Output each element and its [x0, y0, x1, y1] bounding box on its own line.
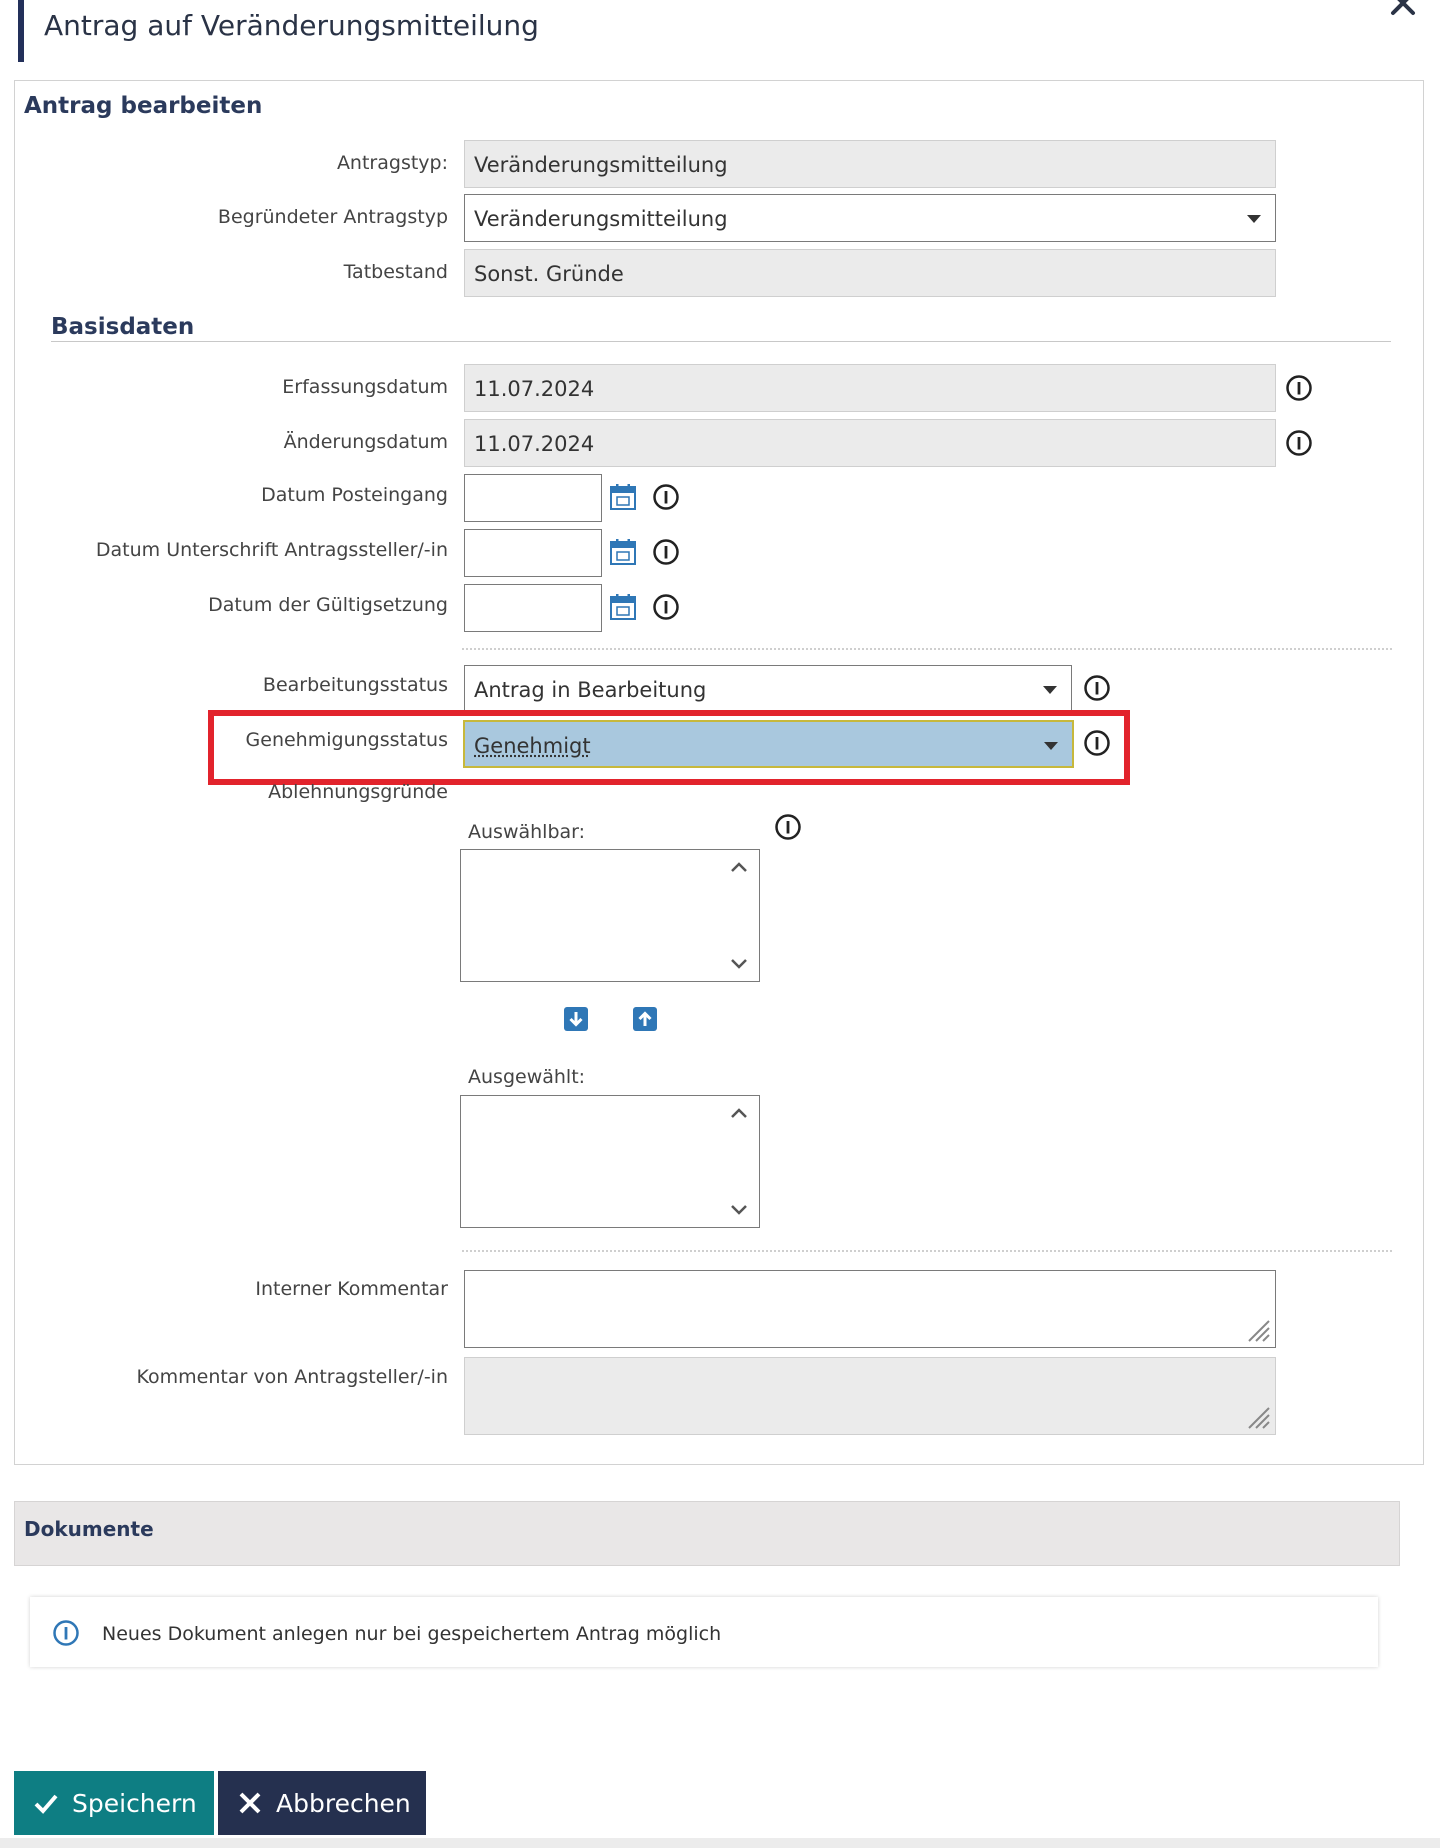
- ausgewaehlt-listbox[interactable]: [460, 1095, 760, 1228]
- dokumente-info-text: Neues Dokument anlegen nur bei gespeichertem Antrag möglich: [102, 1623, 722, 1645]
- antragstyp-field: Veränderungsmitteilung: [464, 140, 1276, 188]
- title-accent-bar: [18, 0, 24, 62]
- chevron-down-icon: [1247, 215, 1261, 223]
- calendar-icon[interactable]: [608, 537, 638, 567]
- interner-kommentar-textarea[interactable]: [464, 1270, 1276, 1348]
- dokumente-title: Dokumente: [24, 1517, 154, 1541]
- erfassungsdatum-field: 11.07.2024: [464, 364, 1276, 412]
- dotted-separator: [462, 1250, 1392, 1252]
- unterschrift-label: Datum Unterschrift Antragssteller/-in: [95, 539, 448, 561]
- info-circle-icon: [52, 1619, 80, 1647]
- begruendeter-antragstyp-value: Veränderungsmitteilung: [474, 207, 728, 231]
- check-icon: [32, 1789, 60, 1817]
- tatbestand-label: Tatbestand: [343, 261, 448, 283]
- dialog-title: Antrag auf Veränderungsmitteilung: [44, 9, 539, 42]
- antragstyp-label: Antragstyp:: [336, 152, 448, 174]
- bearbeitungsstatus-select[interactable]: [464, 665, 1072, 713]
- unterschrift-date-input[interactable]: [464, 529, 602, 577]
- genehmigungsstatus-label: Genehmigungsstatus: [245, 729, 448, 751]
- resize-handle-icon: [1241, 1400, 1271, 1430]
- scroll-up-icon[interactable]: [727, 856, 751, 880]
- panel-title: Antrag bearbeiten: [24, 93, 263, 119]
- info-circle-icon[interactable]: [652, 538, 680, 566]
- info-circle-icon[interactable]: [1285, 429, 1313, 457]
- begruendeter-antragstyp-select[interactable]: [464, 194, 1276, 242]
- close-icon[interactable]: [1386, 0, 1420, 20]
- calendar-icon[interactable]: [608, 592, 638, 622]
- move-up-icon[interactable]: [632, 1006, 658, 1032]
- info-circle-icon[interactable]: [652, 593, 680, 621]
- close-icon: [236, 1789, 264, 1817]
- info-circle-icon[interactable]: [652, 483, 680, 511]
- dotted-separator: [462, 648, 1392, 650]
- gueltigsetzung-date-input[interactable]: [464, 584, 602, 632]
- posteingang-label: Datum Posteingang: [261, 484, 448, 506]
- resize-handle-icon[interactable]: [1241, 1313, 1271, 1343]
- bottom-strip: [0, 1838, 1440, 1848]
- save-button-label: Speichern: [72, 1788, 197, 1818]
- dokumente-section-header[interactable]: [14, 1501, 1400, 1566]
- info-circle-icon[interactable]: [1285, 374, 1313, 402]
- move-down-icon[interactable]: [563, 1006, 589, 1032]
- calendar-icon[interactable]: [608, 482, 638, 512]
- bearbeitungsstatus-label: Bearbeitungsstatus: [262, 674, 448, 696]
- auswaehlbar-label: Auswählbar:: [468, 821, 586, 843]
- save-button[interactable]: [14, 1771, 214, 1835]
- annotation-highlight-box: [208, 710, 1130, 785]
- scroll-down-icon[interactable]: [727, 1197, 751, 1221]
- scroll-down-icon[interactable]: [727, 951, 751, 975]
- info-circle-icon[interactable]: [774, 813, 802, 841]
- ablehnungsgruende-label: Ablehnungsgründe: [268, 781, 448, 803]
- kommentar-antragsteller-label: Kommentar von Antragsteller/-in: [136, 1366, 448, 1388]
- interner-kommentar-label: Interner Kommentar: [255, 1278, 448, 1300]
- genehmigungsstatus-value: Genehmigt: [474, 734, 591, 758]
- chevron-down-icon: [1043, 686, 1057, 694]
- cancel-button[interactable]: [218, 1771, 426, 1835]
- ausgewaehlt-label: Ausgewählt:: [468, 1066, 586, 1088]
- auswaehlbar-listbox[interactable]: [460, 849, 760, 982]
- scroll-up-icon[interactable]: [727, 1102, 751, 1126]
- section-divider: [51, 341, 1391, 342]
- tatbestand-field: Sonst. Gründe: [464, 249, 1276, 297]
- aenderungsdatum-field: 11.07.2024: [464, 419, 1276, 467]
- posteingang-date-input[interactable]: [464, 474, 602, 522]
- aenderungsdatum-label: Änderungsdatum: [283, 431, 448, 453]
- erfassungsdatum-label: Erfassungsdatum: [282, 376, 448, 398]
- cancel-button-label: Abbrechen: [276, 1788, 411, 1818]
- begruendeter-antragstyp-label: Begründeter Antragstyp: [217, 206, 448, 228]
- bearbeitungsstatus-value: Antrag in Bearbeitung: [474, 678, 707, 702]
- kommentar-antragsteller-textarea: [464, 1357, 1276, 1435]
- info-circle-icon[interactable]: [1083, 674, 1111, 702]
- basisdaten-heading: Basisdaten: [51, 314, 195, 340]
- gueltigsetzung-label: Datum der Gültigsetzung: [208, 594, 448, 616]
